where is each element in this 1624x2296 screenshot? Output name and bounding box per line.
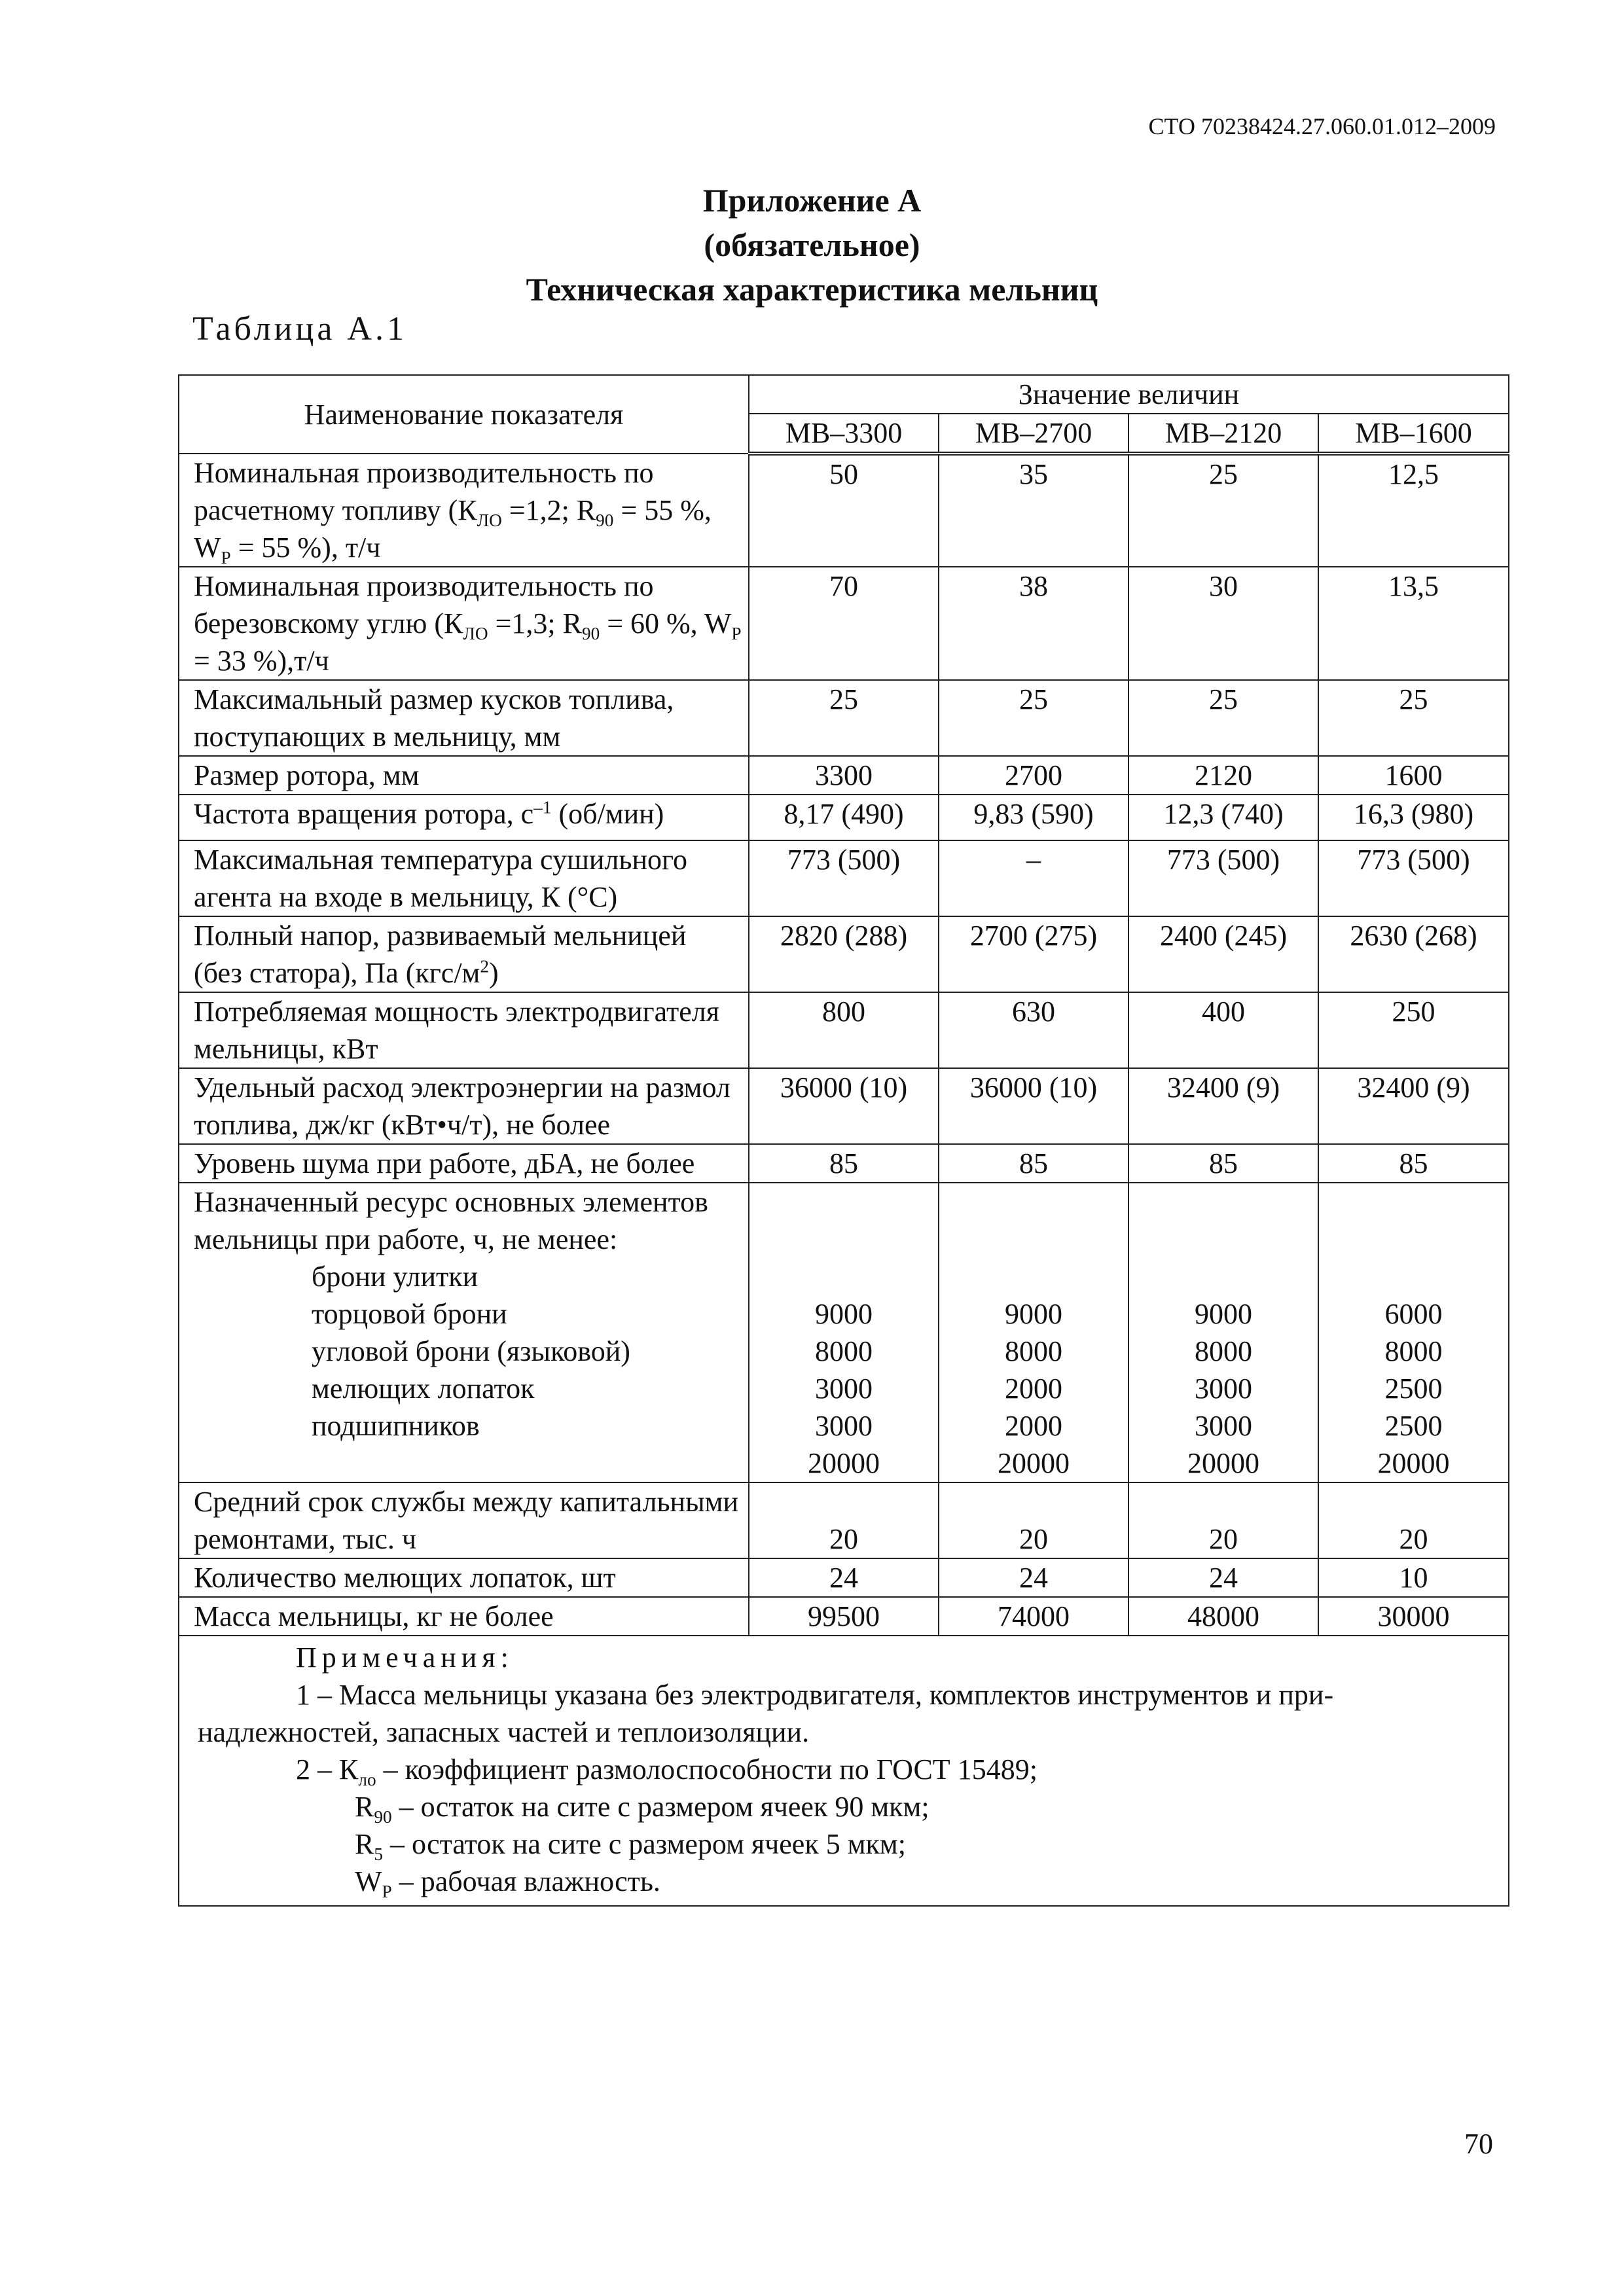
table-cell: 85 xyxy=(1318,1144,1509,1183)
notes-row xyxy=(179,1636,1509,1906)
note-1: 1 – Масса мельницы указана без электродвигателя, комплектов инструментов и при- xyxy=(296,1679,1334,1711)
table-row xyxy=(179,567,1509,680)
table-cell: 250 xyxy=(1318,992,1509,1068)
table-cell: 8,17 (490) xyxy=(749,795,939,840)
table-caption: Таблица А.1 xyxy=(192,310,407,348)
note-wp: $W_Р$ – рабочая влажность. xyxy=(355,1865,660,1901)
table-cell: 9000 8000 3000 3000 20000 xyxy=(1128,1183,1318,1482)
table-cell: 70 xyxy=(749,567,939,680)
table-cell: 2630 (268) xyxy=(1318,916,1509,992)
column-header: МВ–3300 xyxy=(749,414,939,454)
table-cell: 25 xyxy=(1128,680,1318,756)
table-cell: 25 xyxy=(1128,454,1318,567)
table-row xyxy=(179,992,1509,1068)
table-cell: 20 xyxy=(939,1482,1128,1558)
resource-item: подшипников xyxy=(312,1410,480,1442)
parameter-name: Размер ротора, мм xyxy=(179,756,749,795)
table-cell: 800 xyxy=(749,992,939,1068)
table-row xyxy=(179,1144,1509,1183)
table-row xyxy=(179,1597,1509,1636)
table-cell: 30000 xyxy=(1318,1597,1509,1636)
table-cell: – xyxy=(939,840,1128,916)
parameter-name: Потребляемая мощность электродвигателя мельницы, кВт xyxy=(179,992,749,1068)
parameter-name: Средний срок службы между капитальными ремонтами, тыс. ч xyxy=(179,1482,749,1558)
table-cell: 85 xyxy=(939,1144,1128,1183)
table-cell: 36000 (10) xyxy=(749,1068,939,1144)
table-cell: 773 (500) xyxy=(1318,840,1509,916)
table-row xyxy=(179,1558,1509,1597)
note-1-continuation: надлежностей, запасных частей и теплоизоляции. xyxy=(198,1716,810,1748)
table-cell: 773 (500) xyxy=(1128,840,1318,916)
table-cell: 85 xyxy=(1128,1144,1318,1183)
table-row xyxy=(179,795,1509,840)
table-cell: 20 xyxy=(749,1482,939,1558)
table-cell: 9000 8000 2000 2000 20000 xyxy=(939,1183,1128,1482)
table-cell: 400 xyxy=(1128,992,1318,1068)
table-row xyxy=(179,840,1509,916)
document-code: СТО 70238424.27.060.01.012–2009 xyxy=(1148,113,1496,139)
table-cell: 1600 xyxy=(1318,756,1509,795)
table-row-resource xyxy=(179,1183,1509,1482)
table-cell: 48000 xyxy=(1128,1597,1318,1636)
table-cell: 630 xyxy=(939,992,1128,1068)
header-values-group: Значение величин xyxy=(749,375,1509,414)
table-row xyxy=(179,1482,1509,1558)
appendix-title: Приложение А xyxy=(702,182,922,219)
table-cell: 12,5 xyxy=(1318,454,1509,567)
parameter-name xyxy=(179,1183,749,1482)
table-cell: 20 xyxy=(1128,1482,1318,1558)
table-cell: 3300 xyxy=(749,756,939,795)
table-cell: 24 xyxy=(939,1558,1128,1597)
note-r90: $R_{90}$ – остаток на сите с размером ячеек 90 мкм; xyxy=(355,1791,929,1827)
header-parameter-name: Наименование показателя xyxy=(179,375,749,454)
resource-item: угловой брони (языковой) xyxy=(312,1335,630,1367)
resource-item: брони улитки xyxy=(312,1261,478,1293)
appendix-status: (обязательное) xyxy=(704,226,920,263)
table-cell: 2700 (275) xyxy=(939,916,1128,992)
appendix-subject: Техническая характеристика мельниц xyxy=(526,271,1098,308)
parameter-name: Номинальная производительность по расчетному топливу ($К_{ЛО} =1,2$; $R_{90} = 55$ %, $W_Р = 55$ %), т/ч xyxy=(179,454,749,567)
parameter-name: Полный напор, развиваемый мельницей (без статора), Па $(кгс/м^2)$ xyxy=(179,916,749,992)
column-header: МВ–2700 xyxy=(939,414,1128,454)
table-cell: 9,83 (590) xyxy=(939,795,1128,840)
table-cell: 24 xyxy=(749,1558,939,1597)
table-cell: 74000 xyxy=(939,1597,1128,1636)
table-cell: 773 (500) xyxy=(749,840,939,916)
resource-item: торцовой брони xyxy=(312,1298,507,1330)
appendix-heading xyxy=(0,178,1624,312)
resource-item: мелющих лопаток xyxy=(312,1372,535,1405)
parameter-name: Максимальный размер кусков топлива, поступающих в мельницу, мм xyxy=(179,680,749,756)
resource-title: Назначенный ресурс основных элементов мельницы при работе, ч, не менее: xyxy=(194,1186,708,1255)
notes-cell xyxy=(179,1636,1509,1906)
page-number: 70 xyxy=(1464,2128,1493,2160)
table-cell: 20 xyxy=(1318,1482,1509,1558)
notes-title: Примечания: xyxy=(296,1641,514,1674)
table-row xyxy=(179,680,1509,756)
table-cell: 25 xyxy=(1318,680,1509,756)
table-cell: 50 xyxy=(749,454,939,567)
parameter-name: Максимальная температура сушильного агента на входе в мельницу, К (°С) xyxy=(179,840,749,916)
table-cell: 2120 xyxy=(1128,756,1318,795)
mill-spec-table xyxy=(178,374,1509,1907)
parameter-name: Уровень шума при работе, дБА, не более xyxy=(179,1144,749,1183)
column-header: МВ–1600 xyxy=(1318,414,1509,454)
table-cell: 36000 (10) xyxy=(939,1068,1128,1144)
table-row xyxy=(179,916,1509,992)
table-cell: 9000 8000 3000 3000 20000 xyxy=(749,1183,939,1482)
table-cell: 32400 (9) xyxy=(1318,1068,1509,1144)
table-cell: 12,3 (740) xyxy=(1128,795,1318,840)
note-2: $2 - К_{ло}$ – коэффициент размолоспособности по ГОСТ 15489; xyxy=(296,1753,1038,1789)
parameter-name: Номинальная производительность по березовскому углю ($К_{ЛО} =1,3$; $R_{90} = 60$ %, $W_Р = 33$ %),т/ч xyxy=(179,567,749,680)
table-cell: 32400 (9) xyxy=(1128,1068,1318,1144)
table-cell: 10 xyxy=(1318,1558,1509,1597)
table-cell: 99500 xyxy=(749,1597,939,1636)
table-cell: 85 xyxy=(749,1144,939,1183)
table-cell: 6000 8000 2500 2500 20000 xyxy=(1318,1183,1509,1482)
table-cell: 2820 (288) xyxy=(749,916,939,992)
table-cell: 25 xyxy=(939,680,1128,756)
table-cell: 13,5 xyxy=(1318,567,1509,680)
parameter-name: Частота вращения ротора, $с^{-1}$ (об/мин) xyxy=(179,795,749,840)
table-cell: 24 xyxy=(1128,1558,1318,1597)
table-cell: 30 xyxy=(1128,567,1318,680)
table-row xyxy=(179,454,1509,567)
table-cell: 38 xyxy=(939,567,1128,680)
table-cell: 35 xyxy=(939,454,1128,567)
parameter-name: Количество мелющих лопаток, шт xyxy=(179,1558,749,1597)
table-row xyxy=(179,756,1509,795)
column-header: МВ–2120 xyxy=(1128,414,1318,454)
table-cell: 2700 xyxy=(939,756,1128,795)
table-cell: 2400 (245) xyxy=(1128,916,1318,992)
table-cell: 25 xyxy=(749,680,939,756)
table-row xyxy=(179,1068,1509,1144)
parameter-name: Масса мельницы, кг не более xyxy=(179,1597,749,1636)
note-r5: $R_5$ – остаток на сите с размером ячеек 5 мкм; xyxy=(355,1828,907,1864)
table-cell: 16,3 (980) xyxy=(1318,795,1509,840)
parameter-name: Удельный расход электроэнергии на размол топлива, дж/кг (кВт•ч/т), не более xyxy=(179,1068,749,1144)
